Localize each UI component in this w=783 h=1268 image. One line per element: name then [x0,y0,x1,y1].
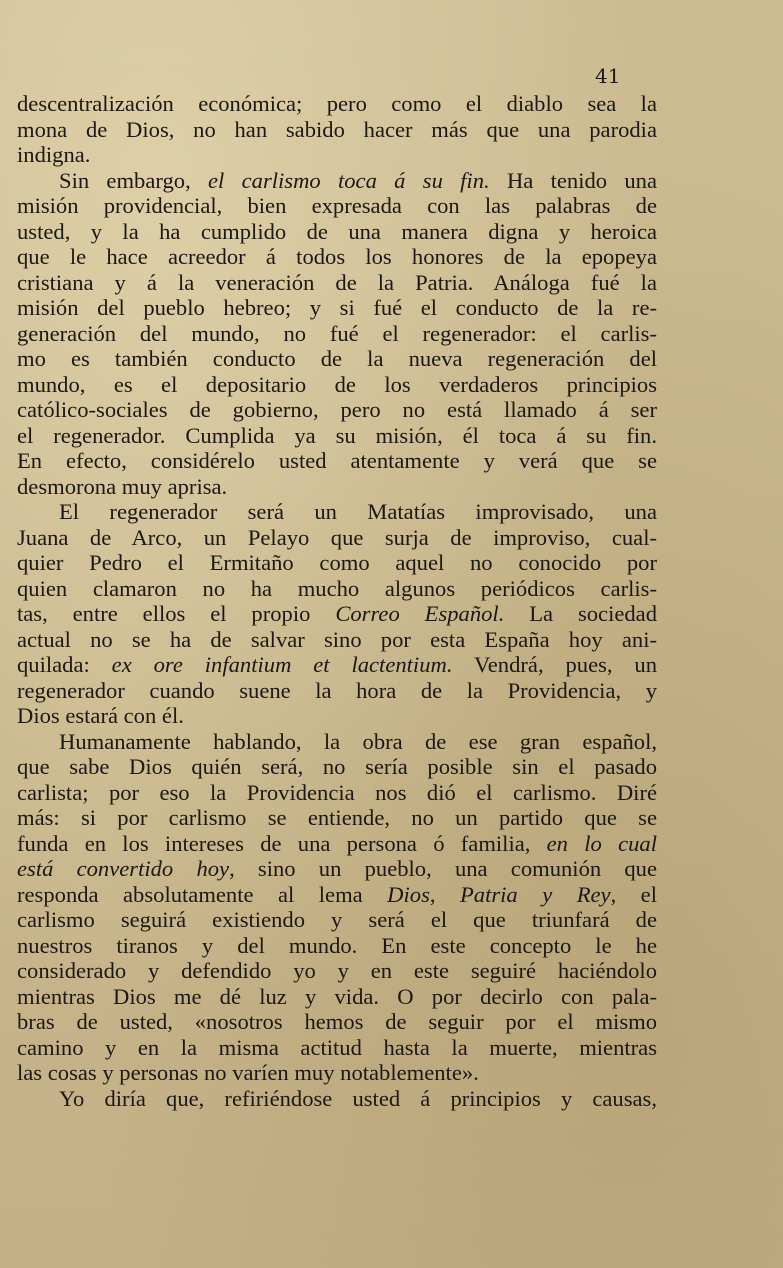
text-line [17,91,657,117]
text-segment: responda absolutamente al lema [17,881,388,907]
italic-text: ex ore infantium et lactentium. [111,652,453,677]
text-line [17,372,657,398]
text-line [17,780,657,806]
text-line [17,678,657,704]
text-line [17,627,657,653]
text-segment: católico-sociales de gobierno, pero no está llamado á ser [17,397,657,422]
italic-text: el carlismo toca á su fin. [208,167,490,193]
text-segment: carlismo seguirá existiendo y será el que triunfará de [17,907,657,932]
text-line [17,703,657,729]
text-line [17,142,657,168]
text-line [17,729,657,755]
text-segment: Sin embargo, [59,167,209,193]
text-segment: En efecto, considérelo usted atentamente y verá que se [17,448,657,473]
italic-text: está convertido hoy [17,856,230,881]
text-segment: generación del mundo, no fué el regenerador: el carlis- [17,320,657,346]
text-segment: usted, y la ha cumplido de una manera digna y heroica [17,218,657,244]
text-segment: el regenerador. Cumplida ya su misión, él toca á su fin. [17,422,657,448]
text-segment: , sino un pueblo, una comunión que [229,856,657,881]
text-line [17,474,657,500]
text-segment: , el [610,881,657,907]
text-line [17,576,657,602]
text-line [17,958,657,984]
text-segment: quilada: [17,652,112,677]
text-line [17,856,657,882]
body-text [17,91,657,1111]
text-line [17,805,657,831]
text-line [17,550,657,576]
text-segment: misión providencial, bien expresada con las palabras de [17,193,657,218]
text-line [17,321,657,347]
text-segment: Juana de Arco, un Pelayo que surja de improviso, cual- [17,524,657,550]
text-segment: las cosas y personas no varíen muy notablemente». [17,1060,479,1085]
text-line [17,1009,657,1035]
text-segment: que le hace acreedor á todos los honores de la epopeya [17,244,657,269]
text-line [17,219,657,245]
text-segment: nuestros tiranos y del mundo. En este concepto le he [17,932,657,958]
text-segment: funda en los intereses de una persona ó familia, [17,830,547,856]
text-segment: desmorona muy aprisa. [17,473,228,499]
text-line [17,397,657,423]
text-segment: quier Pedro el Ermitaño como aquel no conocido por [17,550,657,575]
text-segment: mundo, es el depositario de los verdaderos principios [17,371,657,397]
page-number: 41 [595,64,621,88]
text-line [17,244,657,270]
text-line [17,295,657,321]
text-segment: , [429,881,460,907]
text-line [17,448,657,474]
italic-text: en lo cual [546,830,657,856]
text-segment: mientras Dios me dé luz y vida. O por decirlo con pala- [17,983,657,1009]
text-line [17,882,657,908]
italic-text: Dios [387,881,430,907]
text-segment: Yo diría que, refiriéndose usted á principios y causas, [59,1085,657,1111]
text-line [17,601,657,627]
text-line [17,117,657,143]
text-segment: cristiana y á la veneración de la Patria. Análoga fué la [17,269,657,295]
text-segment: considerado y defendido yo y en este seguiré haciéndolo [17,958,657,983]
text-segment: carlista; por eso la Providencia nos dió el carlismo. Diré [17,779,657,805]
text-line [17,1060,657,1086]
text-segment: Dios estará con él. [17,703,184,728]
text-segment: Vendrá, pues, un [452,652,658,677]
text-segment: quien clamaron no ha mucho algunos periódicos carlis- [17,575,657,601]
text-line [17,346,657,372]
text-line [17,168,657,194]
text-segment: actual no se ha de salvar sino por esta España hoy ani- [17,626,657,652]
text-line [17,933,657,959]
text-segment: Humanamente hablando, la obra de ese gran español, [59,728,657,754]
text-segment: que sabe Dios quién será, no sería posible sin el pasado [17,754,657,779]
text-line [17,193,657,219]
text-segment: misión del pueblo hebreo; y si fué el conducto de la re- [17,295,657,320]
italic-text: Patria y Rey [459,881,611,907]
text-segment: El regenerador será un Matatías improvisado, una [59,499,657,524]
text-segment: indigna. [17,142,91,167]
text-line [17,270,657,296]
text-segment: camino y en la misma actitud hasta la muerte, mientras [17,1034,657,1060]
text-segment: descentralización económica; pero como el diablo sea la [17,91,657,116]
text-line [17,984,657,1010]
text-segment: más: si por carlismo se entiende, no un partido que se [17,805,657,830]
text-line [17,652,657,678]
text-segment: mo es también conducto de la nueva regeneración del [17,346,657,371]
text-line [17,907,657,933]
text-segment: Ha tenido una [489,167,657,193]
text-segment: La sociedad [504,601,658,626]
text-line [17,754,657,780]
text-line [17,423,657,449]
text-line [17,499,657,525]
text-segment: mona de Dios, no han sabido hacer más que una parodia [17,116,657,142]
text-line [17,1035,657,1061]
text-line [17,525,657,551]
text-segment: bras de usted, «nosotros hemos de seguir por el mismo [17,1009,657,1034]
text-line [17,1086,657,1112]
text-line [17,831,657,857]
text-segment: regenerador cuando suene la hora de la Providencia, y [17,677,657,703]
text-segment: tas, entre ellos el propio [17,601,336,626]
italic-text: Correo Español. [335,601,505,626]
